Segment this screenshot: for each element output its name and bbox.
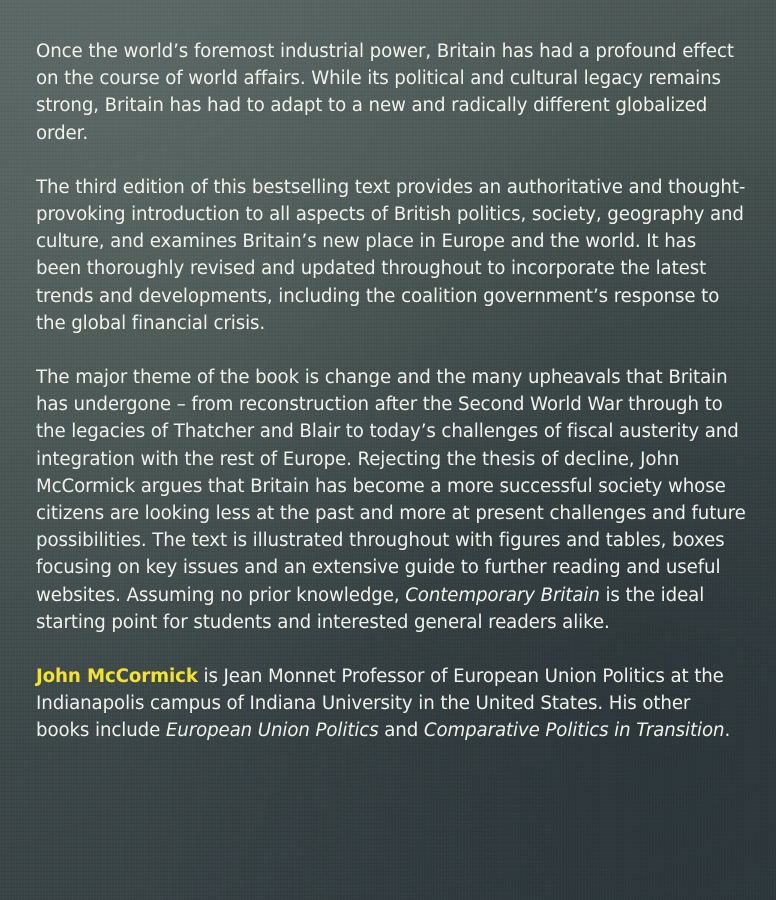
- author-bio-text-2: and: [378, 720, 424, 742]
- author-bio-text-1: is Jean Monnet Professor of European Union Politics at the Indianapolis campus of Indiana University in the United States. His other books include: [36, 666, 724, 742]
- theme-paragraph: [36, 364, 746, 636]
- author-name: John McCormick: [36, 666, 198, 688]
- intro-paragraph: Once the world’s foremost industrial power, Britain has had a profound effect on the course of world affairs. While its political and cultural legacy remains strong, Britain has had to adapt to a new and radically different globalized order.: [36, 41, 734, 144]
- other-book-title-1: European Union Politics: [165, 720, 379, 742]
- edition-paragraph: The third edition of this bestselling text provides an authoritative and thought-provoking introduction to all aspects of British politics, society, geography and culture, and examines Britain’s new place in Europe and the world. It has been thoroughly revised and updated throughout to incorporate the latest trends and developments, including the coalition government’s response to the global financial crisis.: [36, 176, 746, 334]
- other-book-title-2: Comparative Politics in Transition: [423, 720, 725, 742]
- theme-text-before: The major theme of the book is change and the many upheavals that Britain has undergone – from reconstruction after the Second World War through to the legacies of Thatcher and Blair to today’s challenges of fiscal austerity and integration with the rest of Europe. Rejecting the thesis of decline, John McCormick argues that Britain has become a more successful society whose citizens are looking less at the past and more at present challenges and future possibilities. The text is illustrated throughout with figures and tables, boxes focusing on key issues and an extensive guide to further reading and useful websites. Assuming no prior knowledge,: [36, 367, 746, 606]
- theme-text-after: is the ideal starting point for students and interested general readers alike.: [36, 584, 705, 633]
- book-title: Contemporary Britain: [405, 584, 600, 606]
- author-bio-paragraph: [36, 663, 746, 745]
- author-bio-text-3: .: [724, 720, 731, 742]
- blurb-text: [36, 38, 746, 772]
